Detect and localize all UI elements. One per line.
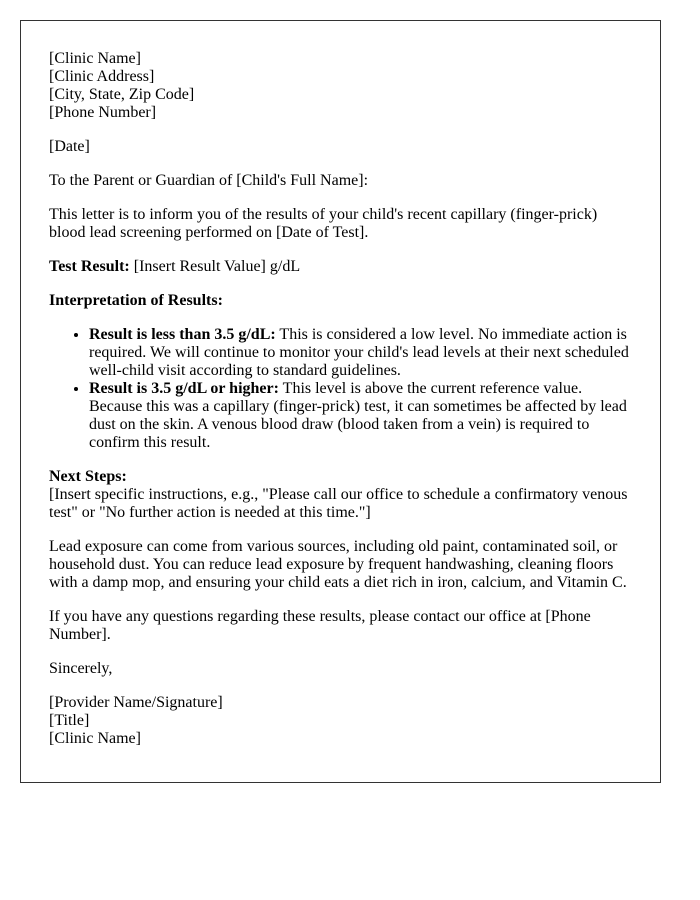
- signature-title: [Title]: [49, 712, 90, 729]
- signature-provider: [Provider Name/Signature]: [49, 694, 223, 711]
- clinic-header: [49, 50, 632, 122]
- clinic-name: [Clinic Name]: [49, 50, 141, 67]
- next-steps-heading: Next Steps:: [49, 468, 127, 485]
- interpretation-item-high: [89, 380, 632, 452]
- interpretation-item-text: This is considered a low level. No immediate action is required. We will continue to monitor your child's lead levels at their next scheduled well-child visit according to standard guidelines.: [89, 326, 629, 379]
- test-result: [49, 258, 632, 276]
- test-result-label: Test Result:: [49, 258, 130, 275]
- next-steps: [49, 468, 632, 522]
- next-steps-text: [Insert specific instructions, e.g., "Please call our office to schedule a confirmatory venous test" or "No further action is needed at this time."]: [49, 486, 628, 521]
- intro-paragraph: This letter is to inform you of the results of your child's recent capillary (finger-prick) blood lead screening performed on [Date of Test].: [49, 206, 598, 241]
- interpretation-item-label: Result is less than 3.5 g/dL:: [89, 326, 276, 343]
- letter-date: [Date]: [49, 138, 90, 155]
- letter-document: [20, 20, 661, 783]
- interpretation-item-text: This level is above the current reference value. Because this was a capillary (finger-prick) test, it can sometimes be affected by lead dust on the skin. A venous blood draw (blood taken from a vein) is required to confirm this result.: [89, 380, 627, 451]
- exposure-info-paragraph: Lead exposure can come from various sources, including old paint, contaminated soil, or household dust. You can reduce lead exposure by frequent handwashing, cleaning floors with a damp mop, and ensuring your child eats a diet rich in iron, calcium, and Vitamin C.: [49, 538, 627, 591]
- signature-clinic-name: [Clinic Name]: [49, 730, 141, 747]
- interpretation-list: [49, 326, 632, 452]
- signature-block: [49, 694, 632, 748]
- closing: Sincerely,: [49, 660, 113, 677]
- clinic-address: [Clinic Address]: [49, 68, 155, 85]
- clinic-city-state-zip: [City, State, Zip Code]: [49, 86, 195, 103]
- contact-paragraph: If you have any questions regarding these results, please contact our office at [Phone Number].: [49, 608, 591, 643]
- interpretation-item-low: [89, 326, 632, 380]
- clinic-phone: [Phone Number]: [49, 104, 157, 121]
- interpretation-heading: Interpretation of Results:: [49, 292, 223, 309]
- test-result-value: [Insert Result Value] g/dL: [129, 258, 301, 275]
- salutation: To the Parent or Guardian of [Child's Full Name]:: [49, 172, 369, 189]
- interpretation-item-label: Result is 3.5 g/dL or higher:: [89, 380, 279, 397]
